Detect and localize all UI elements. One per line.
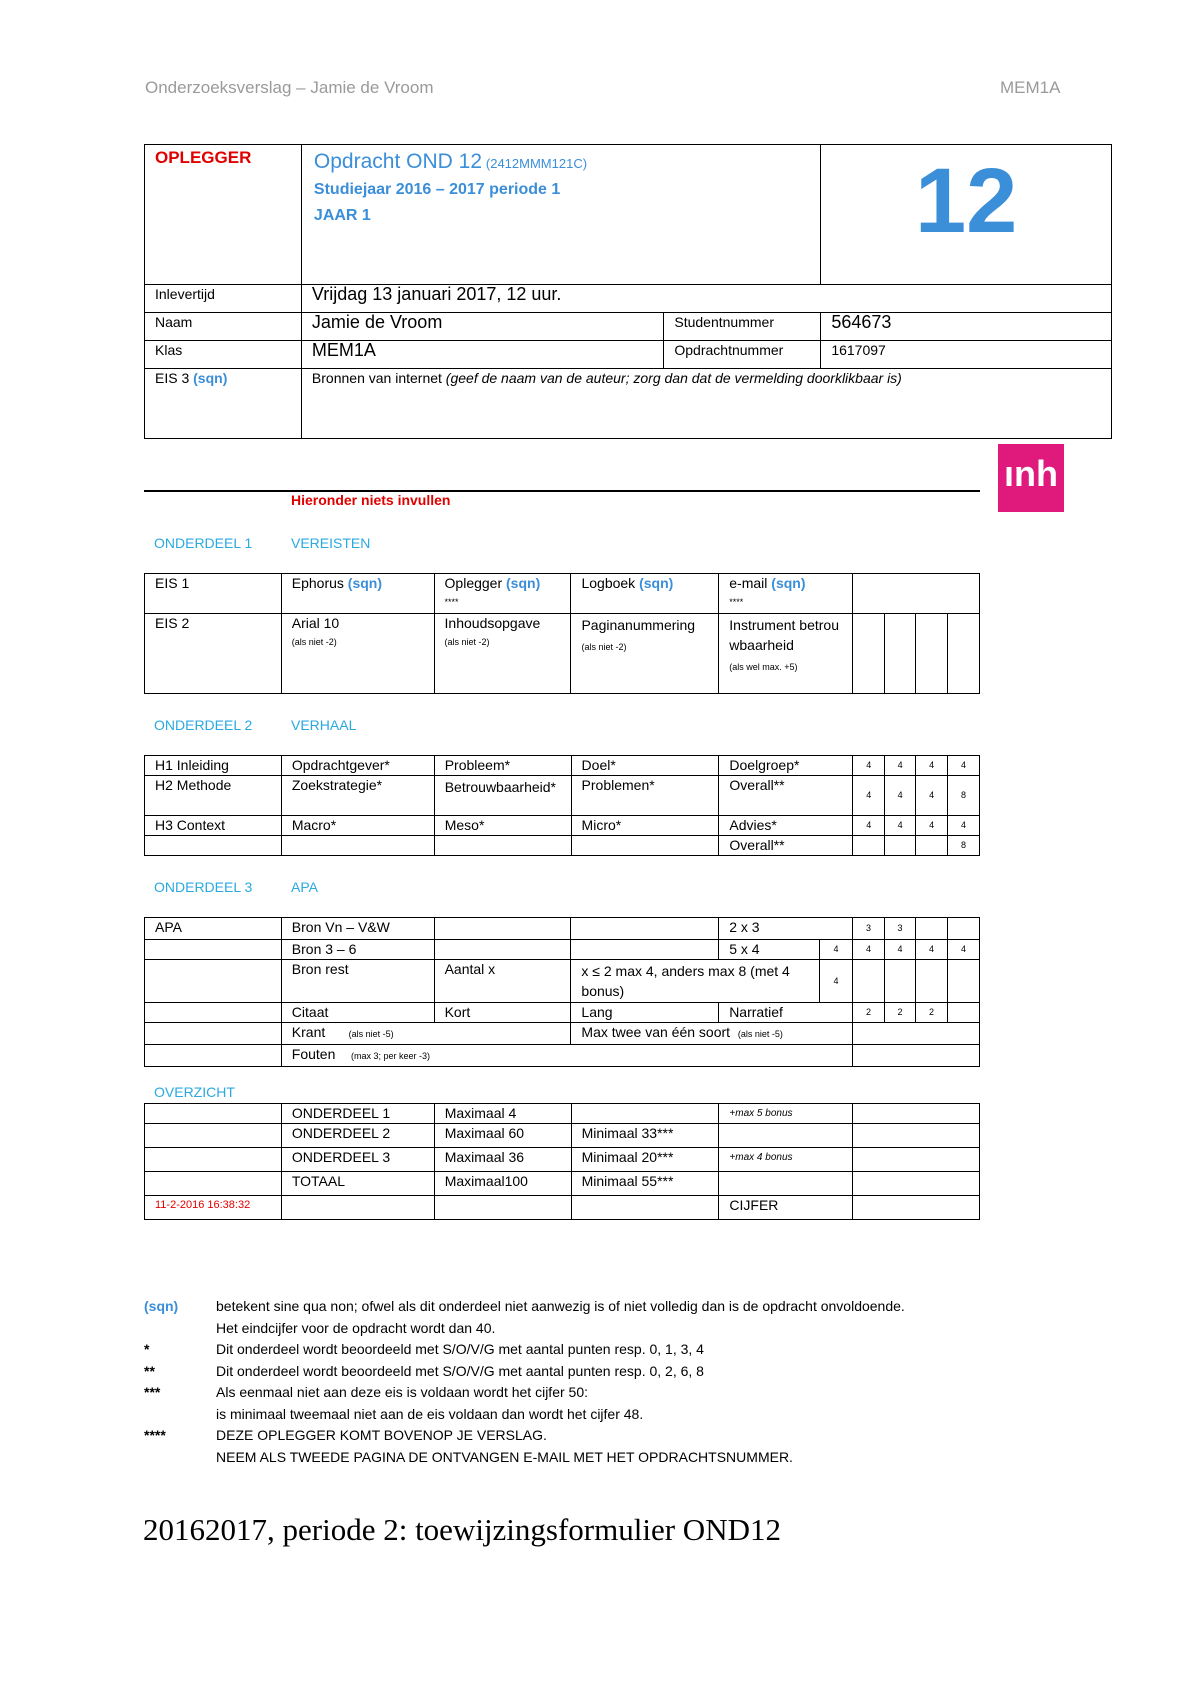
bonus-cell: +max 5 bonus	[719, 1104, 853, 1124]
empty-cell	[145, 1023, 282, 1045]
score-value: 4	[916, 756, 948, 776]
score-value: 2	[915, 1003, 947, 1023]
score-value	[916, 836, 948, 856]
aantal-x: Aantal x	[434, 960, 571, 1003]
inlevertijd-value: Vrijdag 13 januari 2017, 12 uur.	[301, 285, 1111, 313]
empty-cell	[145, 1124, 282, 1148]
studiejaar: Studiejaar 2016 – 2017 periode 1	[313, 181, 561, 198]
inholland-logo	[998, 444, 1064, 512]
empty-cell	[853, 1148, 980, 1172]
narratief: Narratief	[719, 1003, 853, 1023]
opdrachtnummer-value: 1617097	[821, 341, 1112, 369]
klas-value: MEM1A	[301, 341, 663, 369]
empty-cell	[145, 1104, 282, 1124]
penalty-note: (als niet -2)	[291, 637, 337, 647]
empty-cell	[145, 1172, 282, 1196]
onderdeel3-label: ONDERDEEL 3	[154, 879, 253, 895]
oplegger-req-label: Oplegger	[444, 575, 503, 591]
verhaal-cell: Meso*	[434, 816, 571, 836]
verhaal-cell: H2 Methode	[145, 776, 282, 816]
eis3-cell	[145, 369, 302, 439]
verhaal-cell	[571, 836, 719, 856]
penalty-note: (max 3; per keer -3)	[350, 1051, 430, 1061]
opdrachtnummer-label: Opdrachtnummer	[664, 341, 821, 369]
score-cell	[947, 918, 979, 940]
empty-cell	[719, 1124, 853, 1148]
krant-cell	[281, 1023, 571, 1045]
empty-cell	[145, 1003, 282, 1023]
bron-vn: Bron Vn – V&W	[281, 918, 434, 940]
empty-cell	[571, 918, 719, 940]
inhoud-cell	[434, 614, 571, 694]
arial-label: Arial 10	[291, 615, 340, 631]
legend-row	[144, 1382, 1084, 1404]
bonus-note: (als wel max. +5)	[729, 662, 798, 672]
score-cell	[853, 614, 885, 694]
sqn-tag: (sqn)	[639, 575, 674, 591]
pagina-label: Paginanummering	[581, 617, 696, 633]
eis2-label: EIS 2	[145, 614, 282, 694]
bronnen-text: Bronnen van internet	[311, 370, 442, 386]
overzicht-cell: ONDERDEEL 3	[281, 1148, 434, 1172]
verhaal-cell: Micro*	[571, 816, 719, 836]
verhaal-cell: Zoekstrategie*	[281, 776, 434, 816]
score-value: 4	[853, 756, 885, 776]
empty-cell	[719, 1172, 853, 1196]
cijfer-label: CIJFER	[719, 1196, 853, 1220]
bron-3-6: Bron 3 – 6	[281, 940, 434, 960]
verhaal-cell: Macro*	[281, 816, 434, 836]
email-label: e-mail	[729, 575, 768, 591]
overzicht-cell: ONDERDEEL 2	[281, 1124, 434, 1148]
legend	[144, 1296, 1084, 1468]
assignment-title: Opdracht OND 12	[313, 150, 482, 173]
arial-cell	[281, 614, 434, 694]
score-cell	[947, 1003, 979, 1023]
verhaal-cell: Advies*	[719, 816, 853, 836]
overzicht-cell: ONDERDEEL 1	[281, 1104, 434, 1124]
verhaal-cell: Opdrachtgever*	[281, 756, 434, 776]
fouten-cell	[281, 1045, 852, 1067]
verhaal-cell: Doelgroep*	[719, 756, 853, 776]
studentnummer-value: 564673	[821, 313, 1112, 341]
jaar: JAAR 1	[313, 207, 371, 224]
bonus-cell: +max 4 bonus	[719, 1148, 853, 1172]
score-value: 2	[853, 1003, 885, 1023]
overzicht-cell: Minimaal 55***	[571, 1172, 719, 1196]
bonus-rule: x ≤ 2 max 4, anders max 8 (met 4 bonus)	[571, 960, 820, 1003]
empty-cell	[145, 940, 282, 960]
email-cell	[719, 574, 853, 614]
score-value: 3	[853, 918, 885, 940]
score-cell	[853, 960, 885, 1003]
ephorus-label: Ephorus	[291, 575, 344, 591]
onderdeel2-label: ONDERDEEL 2	[154, 717, 253, 733]
legend-symbol: *	[144, 1341, 150, 1357]
verhaal-cell: Probleem*	[434, 756, 571, 776]
score-value: 4	[853, 940, 885, 960]
big-number: 12	[914, 150, 1018, 252]
overzicht-cell: Maximaal 60	[434, 1124, 571, 1148]
score-value: 4	[948, 816, 980, 836]
onderdeel1-title: VEREISTEN	[291, 535, 371, 551]
empty-cell	[571, 940, 719, 960]
score-value	[885, 836, 916, 856]
score-cell	[885, 614, 916, 694]
overzicht-cell	[571, 1104, 719, 1124]
score-value: 4	[885, 816, 916, 836]
score-value: 4	[853, 816, 885, 836]
score-value: 8	[948, 836, 980, 856]
verhaal-cell: Overall**	[719, 836, 853, 856]
cijfer-value	[853, 1196, 980, 1220]
score-value: 3	[885, 918, 916, 940]
score-value	[853, 836, 885, 856]
naam-label: Naam	[145, 313, 302, 341]
verhaal-table	[144, 755, 980, 856]
onderdeel2-title: VERHAAL	[291, 717, 357, 733]
verhaal-cell: Doel*	[571, 756, 719, 776]
verhaal-cell	[281, 836, 434, 856]
legend-row	[144, 1447, 1084, 1469]
empty-cell	[145, 1045, 282, 1067]
legend-text: is minimaal tweemaal niet aan de eis voldaan dan wordt het cijfer 48.	[216, 1405, 644, 1422]
onderdeel3-title: APA	[291, 879, 318, 895]
score-cell	[916, 614, 948, 694]
footer-title: 20162017, periode 2: toewijzingsformulier OND12	[143, 1512, 781, 1547]
penalty-note: (als niet -2)	[444, 637, 490, 647]
lang: Lang	[571, 1003, 719, 1023]
legend-text: Het eindcijfer voor de opdracht wordt dan 40.	[216, 1319, 496, 1336]
onderdeel1-label: ONDERDEEL 1	[154, 535, 253, 551]
maxtwee-cell	[571, 1023, 853, 1045]
score-cell	[853, 574, 980, 614]
empty-cell	[853, 1124, 980, 1148]
overzicht-cell: Minimaal 20***	[571, 1148, 719, 1172]
instrument-cell	[719, 614, 853, 694]
score-cell	[947, 614, 979, 694]
overzicht-cell: Minimaal 33***	[571, 1124, 719, 1148]
verhaal-cell: Betrouwbaarheid*	[434, 776, 571, 816]
legend-row	[144, 1339, 1084, 1361]
klas-label: Klas	[145, 341, 302, 369]
score-value: 4	[885, 756, 916, 776]
verhaal-cell: Overall**	[719, 776, 853, 816]
stars-marker: ****	[444, 597, 459, 607]
score-value: 4	[853, 776, 885, 816]
apa-table	[144, 917, 980, 1067]
score-value: 4	[885, 940, 916, 960]
apa-label: APA	[145, 918, 282, 940]
penalty-note: (als niet -5)	[737, 1029, 783, 1039]
empty-cell	[434, 940, 571, 960]
score-cell	[853, 1045, 980, 1067]
krant: Krant	[291, 1024, 326, 1040]
max-twee: Max twee van één soort	[581, 1024, 731, 1040]
penalty-note: (als niet -5)	[348, 1029, 394, 1039]
eis1-label: EIS 1	[145, 574, 282, 614]
bronnen-cell	[301, 369, 1111, 439]
verhaal-cell	[145, 836, 282, 856]
legend-symbol: ***	[144, 1384, 161, 1400]
sqn-tag: (sqn)	[506, 575, 541, 591]
oplegger-cell	[145, 145, 302, 285]
empty-cell	[853, 1104, 980, 1124]
empty-cell	[571, 1196, 719, 1220]
overzicht-cell: Maximaal 4	[434, 1104, 571, 1124]
fouten: Fouten	[291, 1046, 336, 1062]
legend-symbol: (sqn)	[144, 1298, 179, 1314]
score-cell	[885, 960, 916, 1003]
score-value: 4	[820, 940, 853, 960]
assignment-title-cell	[301, 145, 820, 285]
legend-row	[144, 1404, 1084, 1426]
five-x-four: 5 x 4	[719, 940, 820, 960]
vereisten-table	[144, 573, 980, 694]
timestamp: 11-2-2016 16:38:32	[145, 1196, 282, 1220]
sqn-tag: (sqn)	[193, 370, 228, 386]
citaat: Citaat	[281, 1003, 434, 1023]
legend-symbol	[144, 1318, 216, 1340]
page-header-right: MEM1A	[1000, 78, 1061, 97]
hieronder-notice: Hieronder niets invullen	[291, 492, 451, 508]
score-cell	[853, 1023, 980, 1045]
ephorus-cell	[281, 574, 434, 614]
oplegger-req-cell	[434, 574, 571, 614]
legend-text: Dit onderdeel wordt beoordeeld met S/O/V/G met aantal punten resp. 0, 1, 3, 4	[216, 1341, 704, 1357]
logboek-cell	[571, 574, 719, 614]
inhoud-label: Inhoudsopgave	[444, 615, 541, 631]
score-value: 4	[820, 960, 853, 1003]
legend-row	[144, 1425, 1084, 1447]
score-value: 4	[948, 756, 980, 776]
empty-cell	[145, 960, 282, 1003]
empty-cell	[434, 1196, 571, 1220]
legend-text: NEEM ALS TWEEDE PAGINA DE ONTVANGEN E-MAIL MET HET OPDRACHTSNUMMER.	[216, 1448, 793, 1465]
verhaal-cell: H3 Context	[145, 816, 282, 836]
pagina-cell	[571, 614, 719, 694]
score-value: 8	[948, 776, 980, 816]
score-cell	[915, 918, 947, 940]
penalty-note: (als niet -2)	[581, 642, 627, 652]
legend-row	[144, 1361, 1084, 1383]
eis3-label: EIS 3	[155, 370, 190, 386]
legend-symbol	[144, 1447, 216, 1469]
legend-text: Als eenmaal niet aan deze eis is voldaan wordt het cijfer 50:	[216, 1384, 588, 1400]
overzicht-cell: Maximaal 36	[434, 1148, 571, 1172]
score-value: 2	[885, 1003, 916, 1023]
bronnen-note: (geef de naam van de auteur; zorg dan dat de vermelding doorklikbaar is)	[445, 370, 902, 386]
score-value: 4	[947, 940, 979, 960]
cover-form-table	[144, 144, 1112, 439]
legend-symbol: **	[144, 1362, 155, 1379]
score-value: 4	[916, 776, 948, 816]
legend-text: DEZE OPLEGGER KOMT BOVENOP JE VERSLAG.	[216, 1427, 547, 1443]
page-header-left: Onderzoeksverslag – Jamie de Vroom	[145, 78, 434, 97]
studentnummer-label: Studentnummer	[664, 313, 821, 341]
score-value: 4	[885, 776, 916, 816]
verhaal-cell: Problemen*	[571, 776, 719, 816]
assignment-code: (2412MMM121C)	[485, 156, 588, 171]
naam-value: Jamie de Vroom	[301, 313, 663, 341]
score-value: 4	[916, 816, 948, 836]
score-value: 4	[915, 940, 947, 960]
legend-text: Dit onderdeel wordt beoordeeld met S/O/V/G met aantal punten resp. 0, 2, 6, 8	[216, 1362, 704, 1379]
sqn-tag: (sqn)	[347, 575, 383, 591]
score-cell	[947, 960, 979, 1003]
logo-text: ınh	[1004, 453, 1058, 494]
verhaal-cell: H1 Inleiding	[145, 756, 282, 776]
logboek-label: Logboek	[581, 575, 636, 591]
two-x-three: 2 x 3	[719, 918, 853, 940]
sqn-tag: (sqn)	[771, 575, 806, 591]
empty-cell	[853, 1172, 980, 1196]
inlevertijd-label: Inlevertijd	[145, 285, 302, 313]
legend-symbol: ****	[144, 1427, 166, 1443]
empty-cell	[145, 1148, 282, 1172]
empty-cell	[281, 1196, 434, 1220]
overzicht-cell: TOTAAL	[281, 1172, 434, 1196]
legend-row	[144, 1296, 1084, 1318]
verhaal-cell	[434, 836, 571, 856]
bron-rest: Bron rest	[281, 960, 434, 1003]
oplegger-label: OPLEGGER	[155, 148, 252, 167]
overzicht-cell: Maximaal100	[434, 1172, 571, 1196]
divider	[144, 490, 980, 492]
instrument-label: Instrument betrouwbaarheid	[729, 617, 839, 653]
big-number-cell	[821, 145, 1112, 285]
overzicht-label: OVERZICHT	[154, 1084, 235, 1100]
empty-cell	[434, 918, 571, 940]
overzicht-table	[144, 1103, 980, 1220]
kort: Kort	[434, 1003, 571, 1023]
legend-row	[144, 1318, 1084, 1340]
score-cell	[915, 960, 947, 1003]
legend-text: betekent sine qua non; ofwel als dit onderdeel niet aanwezig is of niet volledig dan is de opdracht onvoldoende.	[216, 1298, 905, 1314]
stars-marker: ****	[729, 597, 744, 607]
legend-symbol	[144, 1404, 216, 1426]
